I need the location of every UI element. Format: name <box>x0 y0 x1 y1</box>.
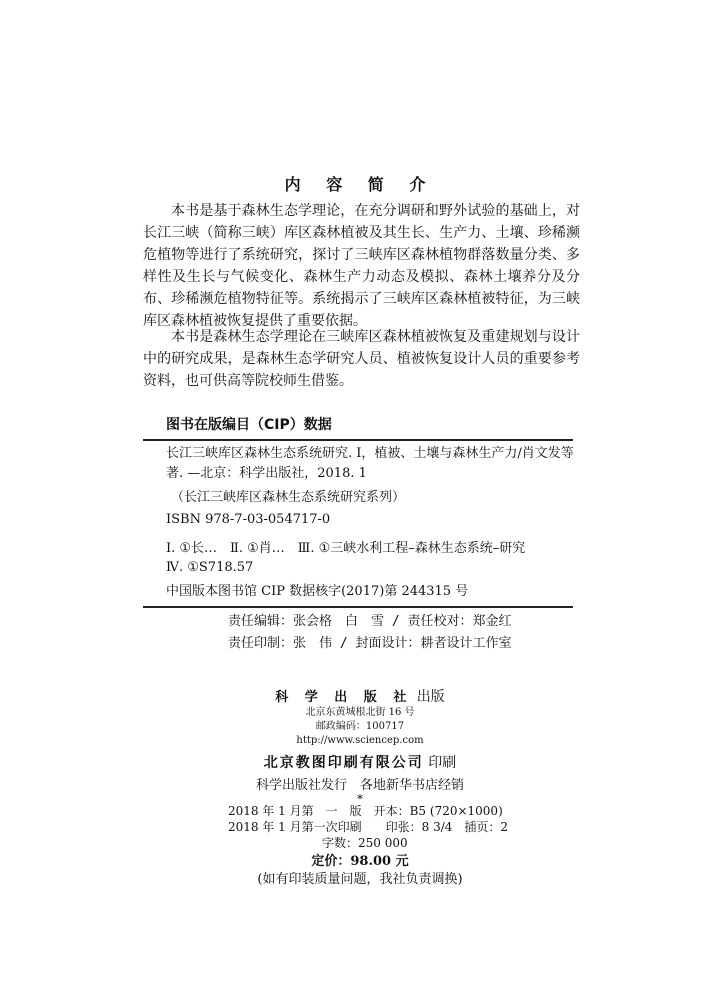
publisher-postcode: 邮政编码：100717 <box>315 721 405 732</box>
cip-title: 图书在版编目（CIP）数据 <box>166 417 332 433</box>
printer-suffix: 印刷 <box>428 755 457 771</box>
publisher-address: 北京东黄城根北街 16 号 <box>305 707 415 718</box>
cip-subjects-1: Ⅰ. ①长… Ⅱ. ①肖… Ⅲ. ①三峡水利工程–森林生态系统–研究 <box>166 541 526 556</box>
cip-bottom-rule <box>143 606 573 608</box>
quality-notice: (如有印装质量问题，我社负责调换) <box>257 872 463 887</box>
printing-line: 2018 年 1 月第一次印刷 印张：8 3/4 插页：2 <box>228 820 509 834</box>
edition-line: 2018 年 1 月第 一 版 开本：B5 (720×1000) <box>228 804 503 818</box>
printer-logo: 北京教图印刷有限公司 <box>263 755 424 771</box>
printer-line <box>0 752 720 772</box>
publisher-website: http://www.sciencep.com <box>296 735 424 746</box>
cip-subjects-2: Ⅳ. ①S718.57 <box>166 560 254 575</box>
cip-series: （长江三峡库区森林生态系统研究系列） <box>171 490 406 505</box>
summary-paragraph-1 <box>143 200 580 332</box>
publisher-suffix: 出版 <box>416 689 445 705</box>
cip-entry: 长江三峡库区森林生态系统研究. I，植被、土壤与森林生产力/肖文发等著. —北京：科学出版社，2018. 1 <box>166 446 574 481</box>
content-summary-heading: 内 容 简 介 <box>284 175 436 194</box>
editors-line-1: 责任编辑：张会格 白 雪 / 责任校对：郑金红 <box>228 614 512 629</box>
cip-top-rule <box>143 439 573 441</box>
distribution-line: 科学出版社发行 各地新华书店经销 <box>255 778 464 793</box>
summary-text-2: 本书是森林生态学理论在三峡库区森林植被恢复及重建规划与设计中的研究成果，是森林生态学研究人员、植被恢复设计人员的重要参考资料，也可供高等院校师生借鉴。 <box>143 329 580 389</box>
summary-text-1: 本书是基于森林生态学理论，在充分调研和野外试验的基础上，对长江三峡（简称三峡）库区森林植被及其生长、生产力、土壤、珍稀濒危植物等进行了系统研究，探讨了三峡库区森林植物群落数量分类、多样性及生长与气候变化、森林生产力动态及模拟、森林土壤养分及分布、珍稀濒危植物特征等。系统揭示了三峡库区森林植被特征，为三峡库区森林植被恢复提供了重要依据。 <box>143 203 580 329</box>
price: 定价：98.00 元 <box>311 854 409 869</box>
editors-line-2: 责任印制：张 伟 / 封面设计：耕者设计工作室 <box>228 636 512 651</box>
cip-isbn: ISBN 978-7-03-054717-0 <box>166 512 331 527</box>
word-count: 字数：250 000 <box>322 836 408 850</box>
cip-number: 中国版本图书馆 CIP 数据核字(2017)第 244315 号 <box>166 584 469 599</box>
publisher-logo: 科 学 出 版 社 <box>275 690 413 705</box>
summary-paragraph-2 <box>143 326 580 392</box>
separator-star: * <box>357 792 363 806</box>
publisher-line <box>0 686 720 706</box>
